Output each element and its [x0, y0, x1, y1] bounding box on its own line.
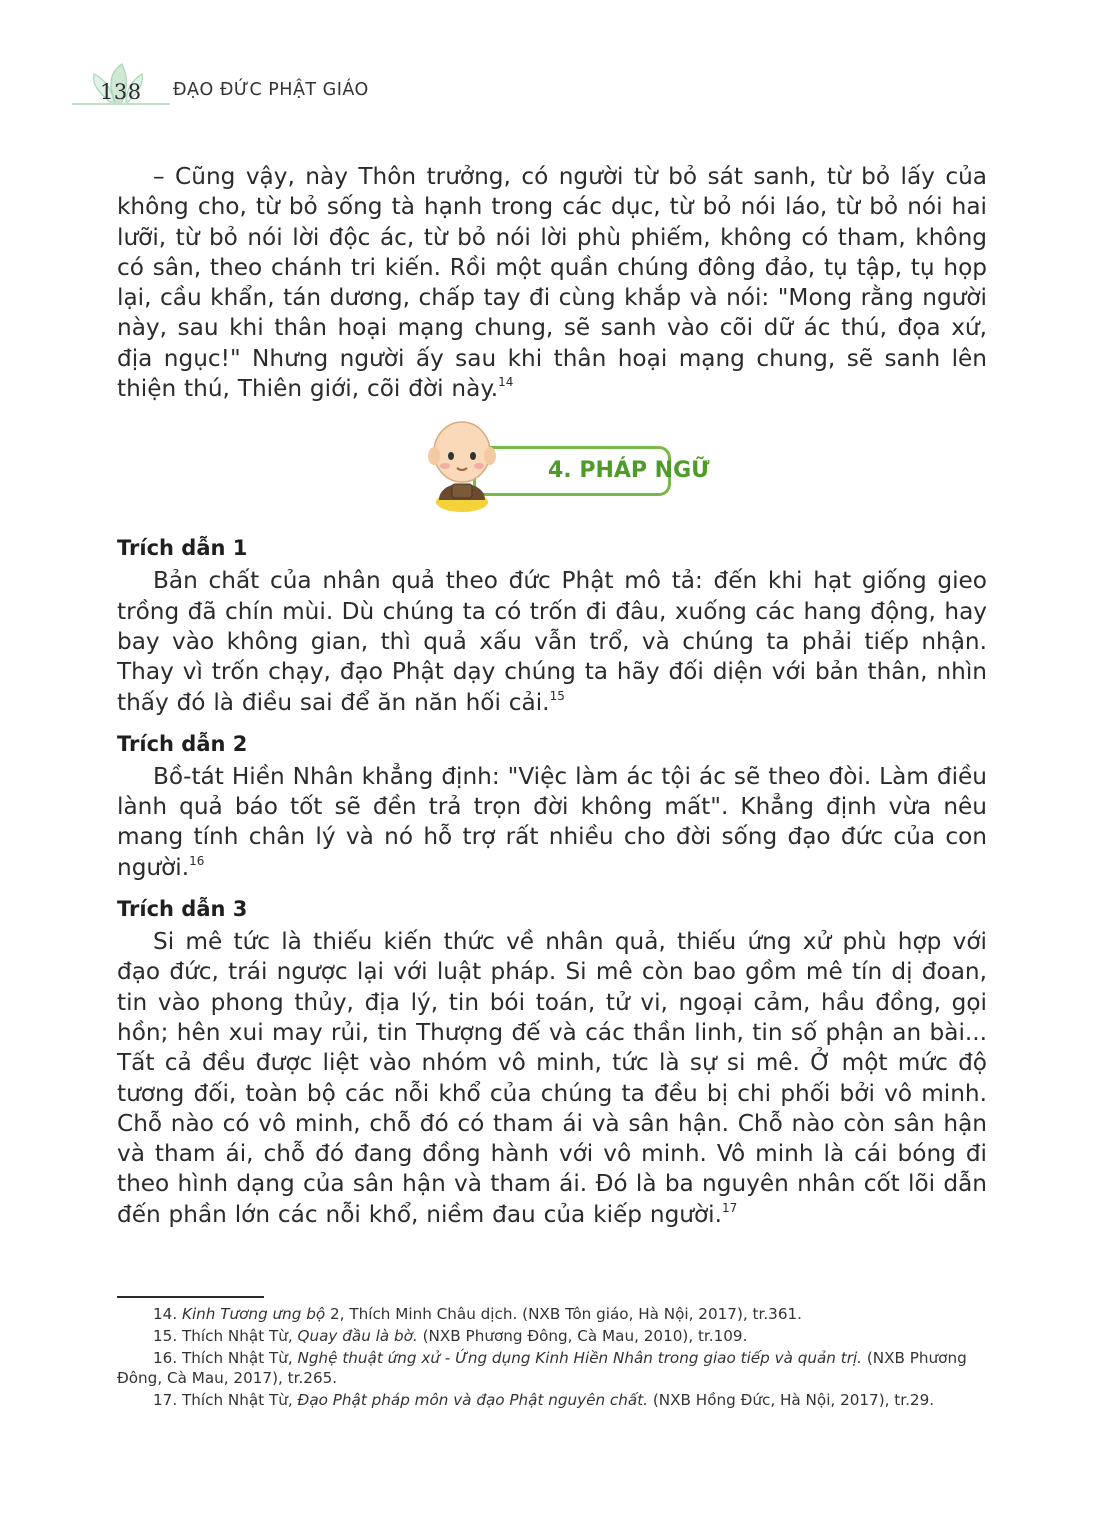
quote-heading: Trích dẫn 1 — [117, 536, 248, 561]
intro-text: – Cũng vậy, này Thôn trưởng, có người từ bỏ sát sanh, từ bỏ lấy của không cho, từ bỏ sống tà hạnh trong các dục, từ bỏ nói láo, từ bỏ nói hai lưỡi, từ bỏ nói lời độc ác, từ bỏ nói lời phù phiếm, không có tham, không có sân, theo chánh tri kiến. Rồi một quần chúng đông đảo, tụ tập, tụ họp lại, cầu khẩn, tán dương, chấp tay đi cùng khắp và nói: "Mong rằng người này, sau khi thân hoại mạng chung, sẽ sanh vào cõi dữ ác thú, đọa xứ, địa ngục!" Nhưng người ấy sau khi thân hoại mạng chung, sẽ sanh lên thiện thú, Thiên giới, cõi đời này. — [117, 163, 987, 403]
intro-paragraph — [117, 162, 987, 404]
footnote — [117, 1326, 987, 1346]
quote-paragraph — [117, 566, 987, 717]
footnote-number: 16. — [153, 1349, 178, 1367]
quote-heading: Trích dẫn 2 — [117, 731, 248, 756]
footnote-number: 17. — [153, 1391, 178, 1409]
page-number: 138 — [100, 80, 142, 104]
footnote-title: Quay đầu là bờ. — [297, 1327, 418, 1345]
footnote-ref: 17 — [721, 1200, 738, 1215]
quote-paragraph — [117, 762, 987, 883]
footnote-source: (NXB Hồng Đức, Hà Nội, 2017), tr.29. — [648, 1391, 935, 1409]
running-title: ĐẠO ĐỨC PHẬT GIÁO — [173, 80, 369, 100]
footnote-ref: 15 — [549, 688, 565, 703]
footnote-number: 14. — [153, 1305, 178, 1323]
footnote-source: 2, Thích Minh Châu dịch. (NXB Tôn giáo, Hà Nội, 2017), tr.361. — [325, 1305, 802, 1323]
footnote — [117, 1390, 987, 1410]
quote-text: Bản chất của nhân quả theo đức Phật mô tả: đến khi hạt giống gieo trồng đã chín mùi. Dù chúng ta có trốn đi đâu, xuống các hang động, hay bay vào không gian, thì quả xấu vẫn trổ, và chúng ta phải tiếp nhận. Thay vì trốn chạy, đạo Phật dạy chúng ta hãy đối diện với bản thân, nhìn thấy đó là điều sai để ăn năn hối cải. — [117, 567, 987, 716]
footnote-author: Thích Nhật Từ, — [181, 1391, 298, 1409]
footnote-title: Đạo Phật pháp môn và đạo Phật nguyên chất. — [297, 1391, 649, 1409]
page-header — [70, 62, 470, 112]
quote-text: Si mê tức là thiếu kiến thức về nhân quả, thiếu ứng xử phù hợp với đạo đức, trái ngược lại với luật pháp. Si mê còn bao gồm mê tín dị đoan, tin vào phong thủy, địa lý, tin bói toán, tử vi, ngoại cảm, hầu đồng, gọi hồn; hên xui may rủi, tin Thượng đế và các thần linh, tin số phận an bài... Tất cả đều được liệt vào nhóm vô minh, tức là sự si mê. Ở một mức độ tương đối, toàn bộ các nỗi khổ của chúng ta đều bị chi phối bởi vô minh. Chỗ nào có vô minh, chỗ đó có tham ái và sân hận. Chỗ nào còn sân hận và tham ái, chỗ đó đang đồng hành với vô minh. Vô minh là cái bóng đi theo hình dạng của sân hận và tham ái. Đó là ba nguyên nhân cốt lõi dẫn đến phần lớn các nỗi khổ, niềm đau của kiếp người. — [117, 928, 987, 1228]
quote-heading: Trích dẫn 3 — [117, 897, 248, 922]
footnote-source: (NXB Phương Đông, Cà Mau, 2017), tr.265. — [117, 1349, 967, 1387]
page-body — [117, 162, 987, 1230]
section-heading — [117, 416, 987, 526]
footnote-title: Nghệ thuật ứng xử - Ứng dụng Kinh Hiền Nhân trong giao tiếp và quản trị. — [297, 1349, 862, 1367]
monk-mascot-icon — [417, 416, 507, 516]
footnote-divider — [117, 1296, 264, 1298]
footnotes — [117, 1296, 987, 1412]
footnote-author: Thích Nhật Từ, — [181, 1327, 298, 1345]
footnote-source: (NXB Phương Đông, Cà Mau, 2010), tr.109. — [417, 1327, 748, 1345]
quote-text: Bồ-tát Hiền Nhân khẳng định: "Việc làm ác tội ác sẽ theo đòi. Làm điều lành quả báo tốt sẽ đền trả trọn đời không mất". Khẳng định vừa nêu mang tính chân lý và nó hỗ trợ rất nhiều cho đời sống đạo đức của con người. — [117, 762, 987, 881]
footnote-number: 15. — [153, 1327, 178, 1345]
footnote-ref: 14 — [498, 375, 514, 390]
footnote-author: Thích Nhật Từ, — [181, 1349, 298, 1367]
footnote — [117, 1304, 987, 1324]
quote-paragraph — [117, 927, 987, 1230]
footnote-title: Kinh Tương ưng bộ — [181, 1305, 326, 1323]
footnote-ref: 16 — [189, 853, 205, 868]
section-title: 4. PHÁP NGỮ — [548, 458, 710, 484]
footnote — [117, 1348, 987, 1388]
